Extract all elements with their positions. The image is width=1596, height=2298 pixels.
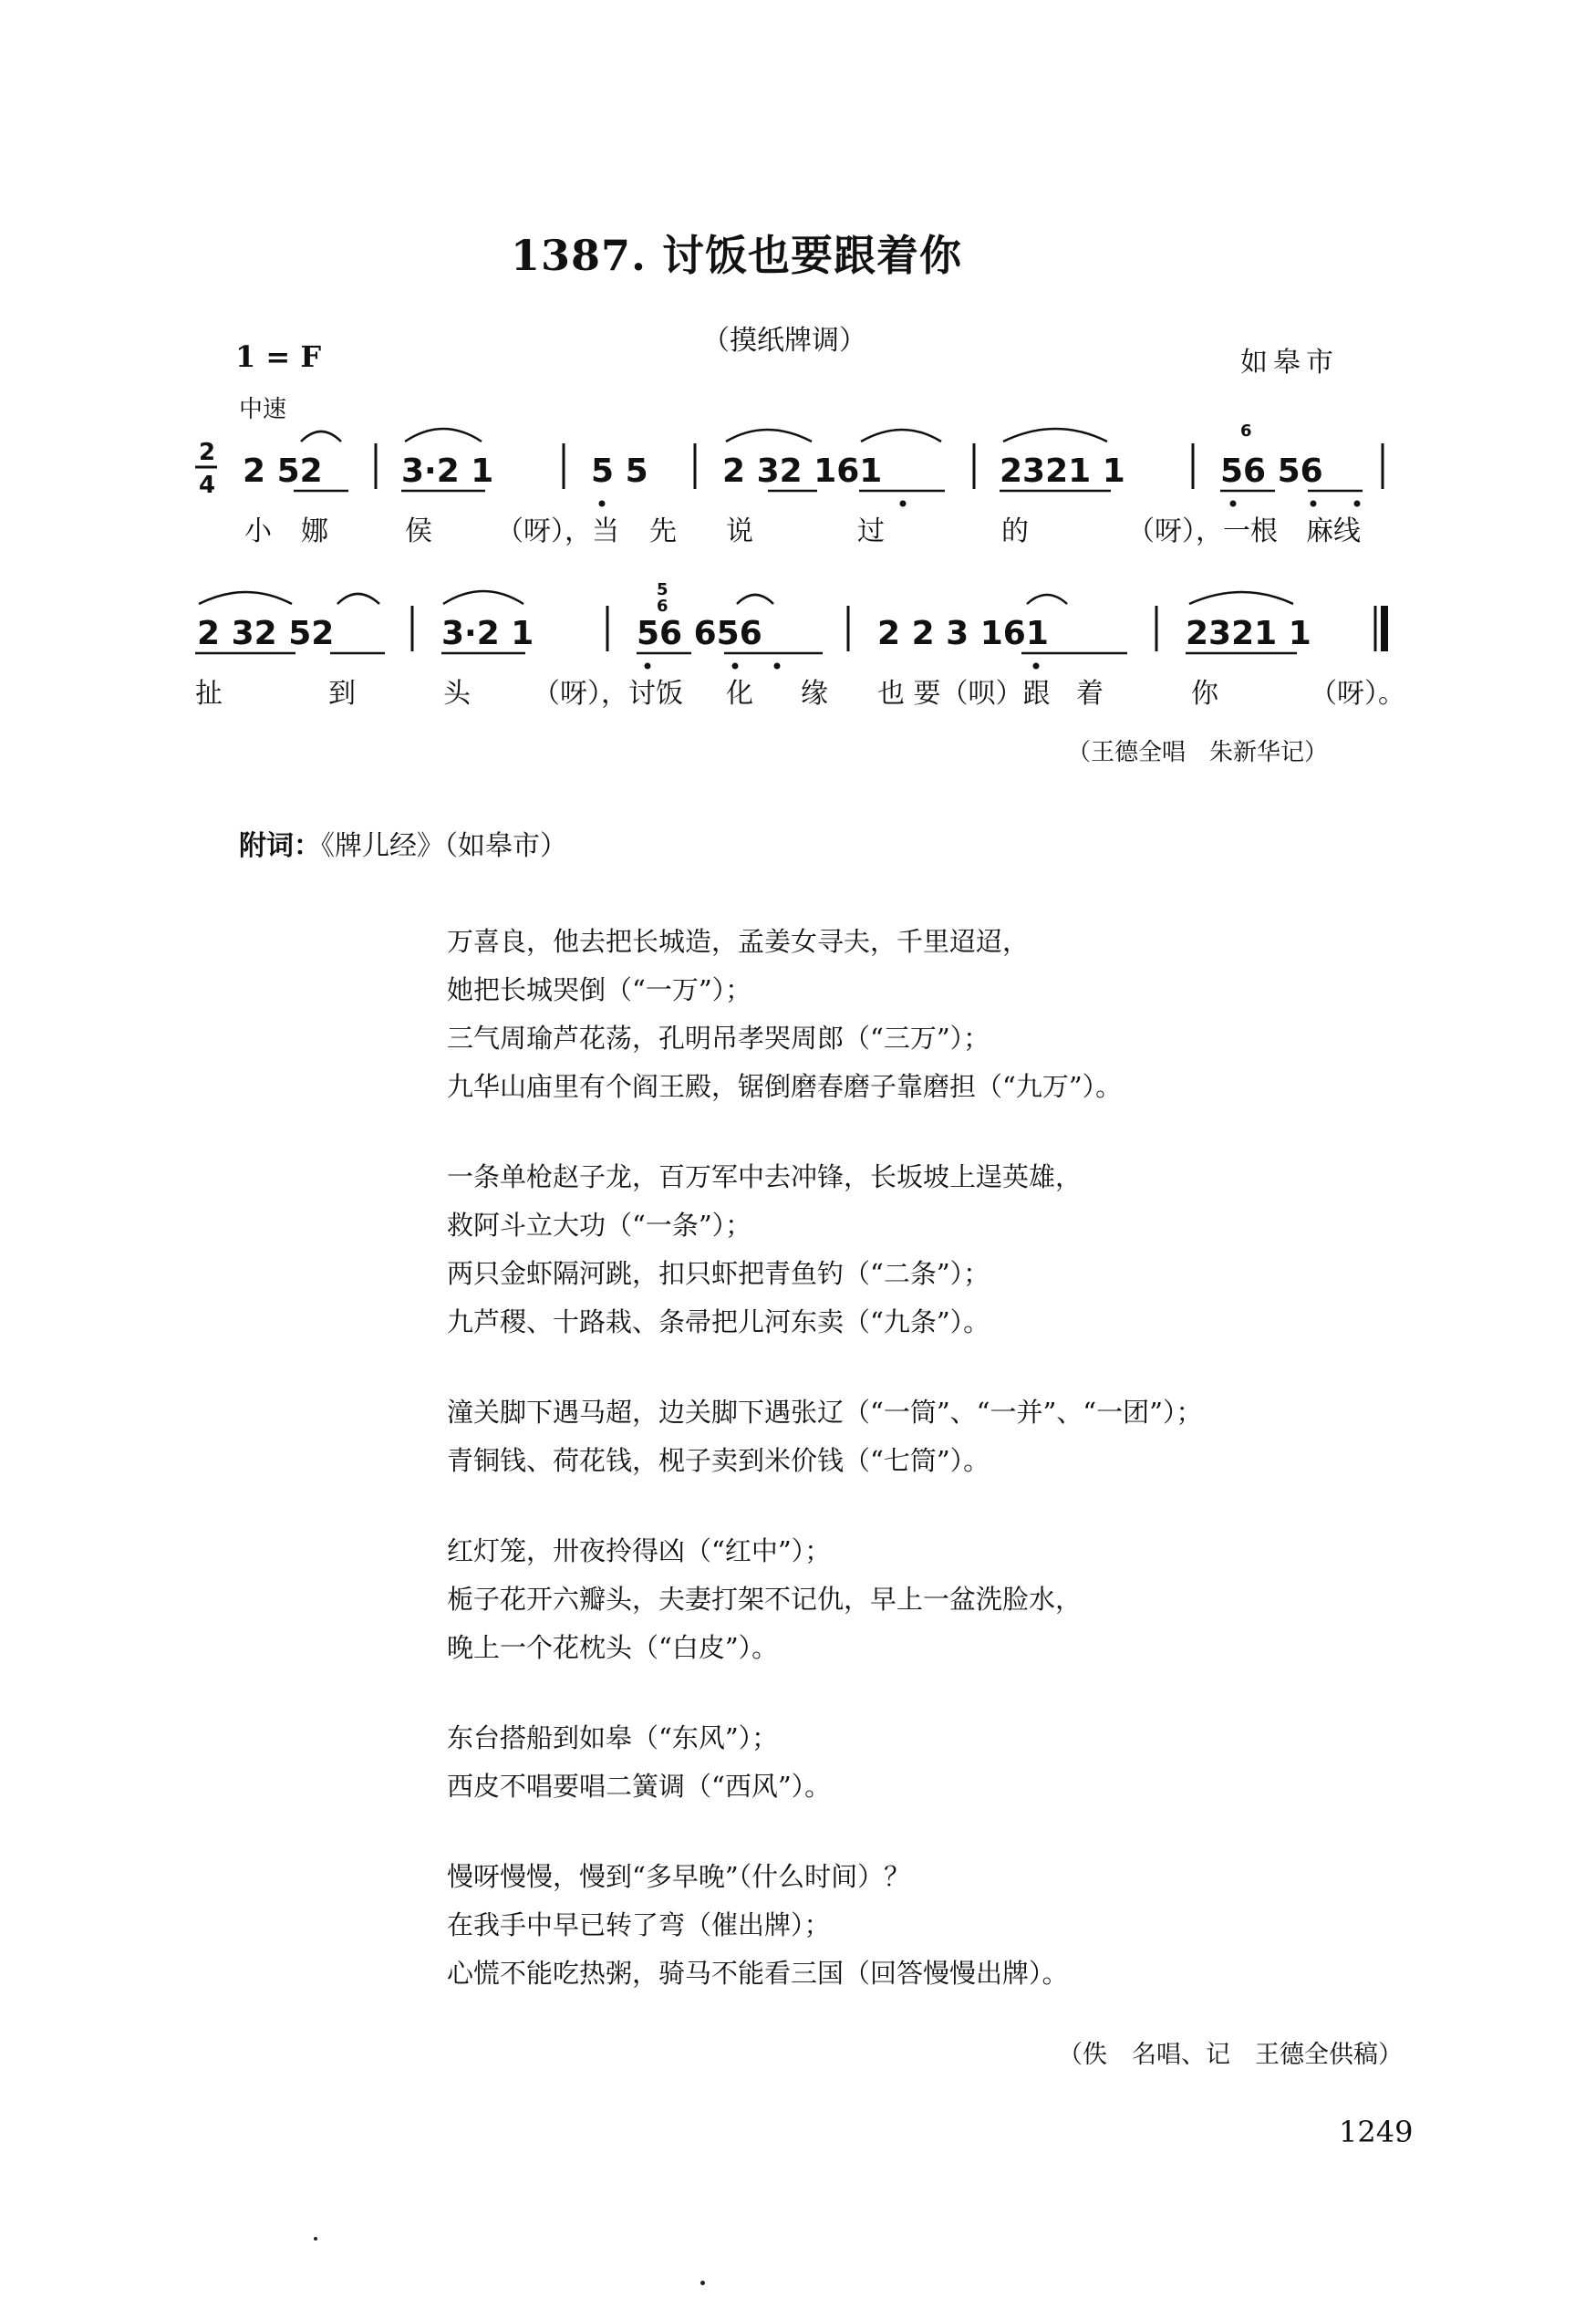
verse-line: 栀子花开六瓣头，夫妻打架不记仇，早上一盆洗脸水， [447, 1584, 1083, 1615]
measure: 56 56 [1220, 452, 1323, 490]
verse-line: 她把长城哭倒（“一万”）； [447, 974, 752, 1005]
page-number: 1249 [1339, 2115, 1414, 2149]
verse-line: 潼关脚下遇马超，边关脚下遇张辽（“一筒”、“一并”、“一团”）； [447, 1397, 1203, 1428]
verse-line: 一条单枪赵子龙，百万军中去冲锋，长坂坡上逞英雄， [447, 1161, 1083, 1192]
lyric: 说 [726, 515, 753, 547]
lyric: 化 [726, 678, 753, 710]
lyric: 着 [1076, 678, 1104, 710]
score-line-2 [197, 615, 1311, 652]
lyric: 头 [443, 678, 471, 710]
verse-line: 西皮不唱要唱二簧调（“西风”）。 [447, 1771, 832, 1802]
measure: 2321 1 [1186, 615, 1311, 652]
verse-line: 万喜良，他去把长城造，孟姜女寻夫，千里迢迢， [447, 926, 1030, 957]
verse-line: 九芦稷、十路栽、条帚把儿河东卖（“九条”）。 [447, 1306, 990, 1337]
lyric: 你 [1191, 678, 1218, 710]
lyric: 扯 [195, 678, 223, 710]
appendix-verses [447, 918, 1496, 2040]
verse-line: 三气周瑜芦花荡，孔明吊孝哭周郎（“三万”）； [447, 1023, 990, 1054]
stanza [447, 1527, 1496, 1672]
stanza [447, 1153, 1496, 1347]
verse-line: 两只金虾隔河跳，扣只虾把青鱼钓（“二条”）； [447, 1258, 990, 1289]
lyric: 到 [328, 678, 356, 710]
verse-line: 九华山庙里有个阎王殿，锯倒磨春磨子靠磨担（“九万”）。 [447, 1071, 1123, 1102]
lyric: 缘 [801, 678, 828, 710]
tempo-marking: 中速 [239, 396, 287, 423]
verse-line: 东台搭船到如皋（“东风”）； [447, 1722, 779, 1753]
stanza [447, 1388, 1496, 1485]
verse-line: 心慌不能吃热粥，骑马不能看三国（回答慢慢出牌）。 [447, 1958, 1069, 1989]
appendix-credit: （佚 名唱、记 王德全供稿） [1058, 2041, 1403, 2069]
measure: 5 5 [591, 452, 648, 490]
measure: 3·2 1 [441, 615, 534, 652]
measure: 2 32 161 [722, 452, 883, 490]
song-title: 1387. 讨饭也要跟着你 [511, 231, 963, 280]
lyric: 侯 [405, 515, 432, 547]
verse-line: 救阿斗立大功（“一条”）； [447, 1210, 752, 1241]
measure: 56 656 [637, 615, 762, 652]
appendix-title: 《牌儿经》（如皋市） [321, 830, 567, 862]
verse-line: 在我手中早已转了弯（催出牌）； [447, 1909, 831, 1940]
lyric: 先 [649, 515, 677, 547]
region: 如皋市 [1240, 347, 1339, 379]
verse-line: 青铜钱、荷花钱，枧子卖到米价钱（“七筒”）。 [447, 1445, 990, 1476]
lyric: （呀）。 [1310, 678, 1405, 710]
measure: 2 32 52 [197, 615, 335, 652]
time-signature-top: 2 [199, 439, 216, 466]
key-signature: 1 = F [235, 339, 322, 374]
verse-line: 慢呀慢慢，慢到“多早晚”（什么时间）？ [447, 1861, 911, 1892]
grace-note: 5 [657, 580, 668, 599]
scan-speck [700, 2281, 705, 2285]
tune-name: （摸纸牌调） [702, 325, 866, 357]
lyric: 麻线 [1306, 515, 1361, 547]
lyric: （呀），当 [496, 515, 619, 547]
grace-note: 6 [1240, 421, 1252, 441]
scan-speck [314, 2237, 317, 2241]
lyric: 小 [244, 515, 272, 547]
lyric: 过 [857, 515, 885, 547]
appendix-heading [239, 823, 567, 863]
time-signature-bottom: 4 [199, 472, 216, 499]
lyric: （呀），讨饭 [533, 678, 683, 710]
jianpu-score [0, 0, 1596, 730]
lyric: （呀），一根 [1127, 515, 1278, 547]
appendix-label: 附词： [239, 830, 321, 862]
stanza [447, 918, 1496, 1111]
measure: 2321 1 [1000, 452, 1125, 490]
verse-line: 红灯笼，卅夜拎得凶（“红中”）； [447, 1535, 832, 1566]
measure: 2 52 [243, 452, 323, 490]
lyric: 的 [1001, 515, 1029, 547]
lyric: 也 要（呗）跟 [877, 678, 1051, 710]
measure: 2 2 3 161 [877, 615, 1049, 652]
stanza [447, 1714, 1496, 1811]
verse-line: 晚上一个花枕头（“白皮”）。 [447, 1632, 779, 1663]
stanza [447, 1853, 1496, 1998]
score-credit: （王德全唱 朱新华记） [1067, 739, 1329, 766]
measure: 3·2 1 [401, 452, 494, 490]
score-line-1 [243, 452, 1323, 490]
grace-note: 6 [657, 597, 668, 616]
lyric: 娜 [301, 515, 328, 547]
